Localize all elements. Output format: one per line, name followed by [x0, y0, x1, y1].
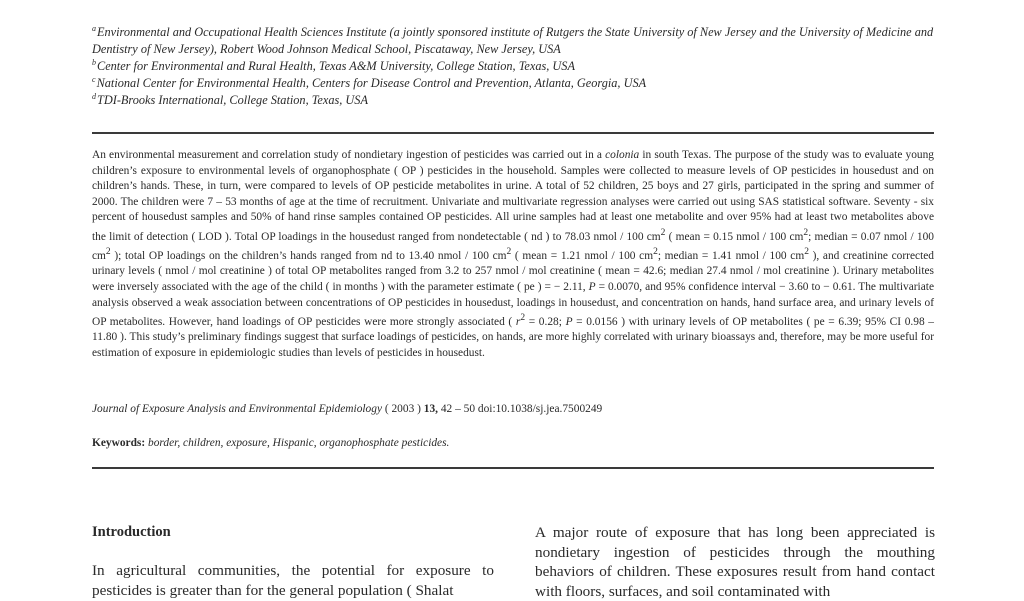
keywords-label: Keywords:: [92, 437, 146, 449]
abstract-text: ; median = 0.07 nmol / 100 cm: [92, 230, 934, 262]
affiliation-mark: c: [92, 75, 96, 84]
abstract-text: ; median = 1.41 nmol / 100 cm: [657, 249, 805, 262]
superscript: 2: [660, 227, 666, 238]
abstract-text: ( mean = 0.15 nmol / 100 cm: [665, 230, 804, 243]
abstract-text: ( mean = 1.21 nmol / 100 cm: [511, 249, 654, 262]
bottom-divider: [92, 467, 934, 469]
superscript: 2: [520, 313, 526, 324]
affiliation-mark: b: [92, 58, 96, 67]
affiliation-text: TDI-Brooks International, College Station, Texas, USA: [97, 93, 368, 107]
p-value-label: P: [588, 280, 596, 293]
citation-volume: 13,: [423, 403, 439, 415]
journal-name: Journal of Exposure Analysis and Environmental Epidemiology: [92, 403, 382, 415]
abstract-text: ); total OP loadings on the children’s hands ranged from nd to 13.40 nmol / 100 cm: [110, 249, 507, 262]
keywords-text: border, children, exposure, Hispanic, organophosphate pesticides.: [145, 437, 450, 449]
superscript: 2: [803, 227, 809, 238]
abstract: [92, 148, 934, 362]
journal-citation: [92, 401, 934, 417]
abstract-text: = 0.28;: [525, 315, 566, 328]
affiliation-text: Center for Environmental and Rural Health, Texas A&M University, College Station, Texas, USA: [97, 59, 575, 73]
superscript: 2: [653, 247, 658, 258]
superscript: 2: [506, 247, 512, 258]
r-label: r: [515, 315, 521, 328]
abstract-text: in south Texas. The purpose of the study was to evaluate young children’s exposure to environmental levels of organophosphate ( OP ) pesticides in the household. Samples were collected to measure levels of OP pesticides in housedust and on children’s hands. These, in turn, were compared to levels of OP pesticide metabolites in urine. A total of 52 children, 25 boys and 27 girls, participated in the spring and summer of 2000. The children were 7 – 53 months of age at the time of recruitment. Univariate and multivariate regression analyses were carried out using SAS statistical software. Seventy - six percent of housedust samples and 50% of hand rinse samples contained OP pesticides. All urine samples had at least one metabolite and over 95% had at least two metabolites above the limit of detection ( LOD ). Total OP loadings in the housedust ranged from nondetectable ( nd ) to 78.03 nmol / 100 cm: [92, 149, 934, 243]
superscript: 2: [804, 247, 809, 258]
affiliation-mark: d: [92, 92, 96, 101]
body-text-right: A major route of exposure that has long been appreciated is nondietary ingestion of pesticides through the mouthing behaviors of children. These exposures result from hand contact with floors, surfaces, and soil contaminated with: [535, 524, 935, 600]
affiliation-d: [92, 88, 938, 109]
affiliation-text: National Center for Environmental Health, Centers for Disease Control and Prevention, Atlanta, Georgia, USA: [96, 76, 647, 90]
superscript: 2: [105, 247, 111, 258]
citation-year: ( 2003 ): [382, 403, 424, 415]
keywords: [92, 435, 934, 451]
abstract-italic-term: colonia: [605, 149, 640, 161]
top-divider: [92, 132, 934, 134]
body-text-left: In agricultural communities, the potential for exposure to pesticides is greater than for the general population ( Shalat: [92, 562, 494, 599]
citation-pages-doi: 42 – 50 doi:10.1038/sj.jea.7500249: [438, 403, 603, 415]
abstract-text: = 0.0156 ) with urinary levels of OP metabolites ( pe = 6.39; 95% CI 0.98 – 11.80 ). This study’s preliminary findings suggest that surface loadings of pesticides, on hands, are more highly correlated with urinary bioassays and, therefore, may be more useful for estimation of exposure in epidemiologic studies than levels of pesticides in housedust.: [92, 315, 934, 359]
section-heading: Introduction: [92, 524, 171, 540]
abstract-text: ), and creatinine corrected urinary levels ( nmol / mol creatinine ) of total OP metabolites ranged from 3.2 to 257 nmol / mol creatinine ( mean = 42.6; median 27.4 nmol / mol creatinine ). Urinary metabolites were inversely associated with the age of the child ( in months ) with the parameter estimate ( pe ) = − 2.11,: [92, 249, 934, 293]
affiliation-a: [92, 20, 938, 58]
p-value-label: P: [565, 315, 573, 328]
abstract-text: An environmental measurement and correlation study of nondietary ingestion of pesticides was carried out in a: [92, 149, 606, 161]
affiliation-text: Environmental and Occupational Health Sciences Institute (a jointly sponsored institute of Rutgers the State University of New Jersey and the University of Medicine and Dentistry of New Jersey), Robert Wood Johnson Medical School, Piscataway, New Jersey, USA: [92, 25, 934, 56]
abstract-text: = 0.0070, and 95% confidence interval − 3.60 to − 0.61. The multivariate analysis observed a weak association between concentrations of OP pesticides in housedust, loadings in housedust, and concentration on hands, hand surface area, and urinary levels of OP metabolites. However, hand loadings of OP pesticides were more strongly associated (: [92, 280, 934, 328]
affiliation-mark: a: [92, 24, 96, 33]
